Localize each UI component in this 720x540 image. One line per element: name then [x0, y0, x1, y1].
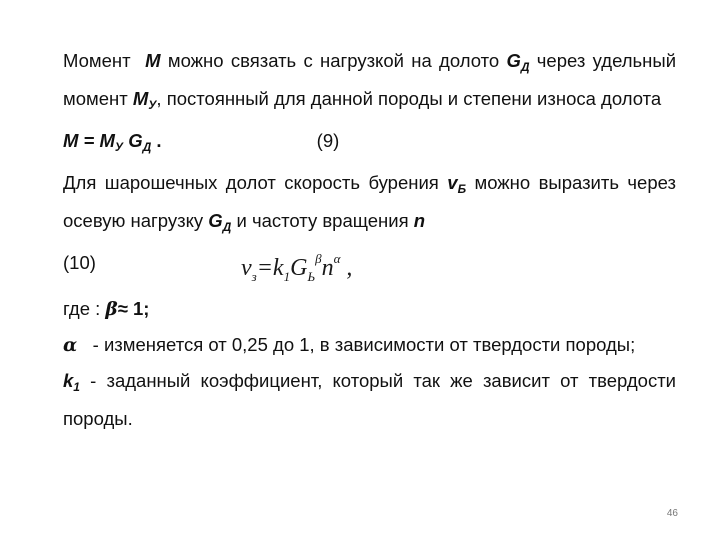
formula-dot: . — [156, 130, 162, 151]
symbol-v: v — [447, 172, 458, 193]
formula-g: G — [290, 255, 308, 281]
formula-g: G — [128, 130, 143, 151]
beta-symbol: β — [105, 299, 118, 320]
subscript: У — [114, 140, 124, 154]
formula-v: v — [241, 255, 252, 281]
text-fragment: Момент — [63, 50, 131, 71]
where-label: где : — [63, 298, 101, 319]
formula-eq-k: =k — [256, 255, 284, 281]
where-line — [63, 293, 676, 325]
k-text: - заданный коэффициент, который так же зависит от твердости породы. — [63, 370, 676, 429]
paragraph-drilling-speed — [63, 167, 676, 243]
subscript: Д — [222, 220, 232, 234]
symbol-g: G — [506, 50, 521, 71]
text-fragment: через удельный момент — [63, 50, 677, 109]
subscript: Д — [142, 140, 152, 154]
subscript: У — [148, 98, 157, 112]
subscript: 1 — [73, 380, 80, 394]
alpha-text: - изменяется от 0,25 до 1, в зависимости от твердости породы; — [92, 334, 636, 355]
subscript: Б — [457, 182, 467, 196]
subscript: Д — [520, 60, 530, 74]
text-fragment: можно связать с нагрузкой на долото — [167, 50, 500, 71]
formula-9 — [63, 125, 676, 163]
symbol-mu: M — [132, 88, 149, 109]
text-fragment: и частоту вращения — [236, 210, 409, 231]
formula-comma: , — [346, 255, 353, 281]
paragraph-moment — [63, 45, 676, 121]
superscript-beta: β — [315, 251, 322, 266]
text-fragment: , постоянный для данной породы и степени износа долота — [156, 88, 662, 109]
alpha-definition — [63, 329, 676, 361]
symbol-g: G — [208, 210, 223, 231]
formula-lhs: M = M — [63, 130, 115, 151]
symbol-k: k — [63, 370, 74, 391]
superscript-alpha: α — [333, 251, 341, 266]
k-definition — [63, 365, 676, 434]
formula-image — [241, 243, 352, 293]
equation-number: (10) — [63, 252, 96, 273]
subscript: з — [251, 269, 257, 284]
subscript: Ь — [307, 269, 316, 284]
page-number: 46 — [666, 508, 678, 519]
symbol-m: M — [145, 50, 161, 71]
equation-number: (9) — [316, 130, 340, 151]
formula-10 — [63, 247, 676, 287]
formula-n: n — [321, 255, 334, 281]
text-fragment: Для шарошечных долот скорость бурения — [63, 172, 439, 193]
slide-content — [63, 45, 676, 438]
approx-value: ≈ 1; — [117, 298, 150, 319]
text-fragment: можно выразить через осевую нагрузку — [63, 172, 677, 231]
symbol-n: n — [413, 210, 426, 231]
alpha-symbol: α — [63, 335, 78, 356]
subscript: 1 — [283, 269, 291, 284]
